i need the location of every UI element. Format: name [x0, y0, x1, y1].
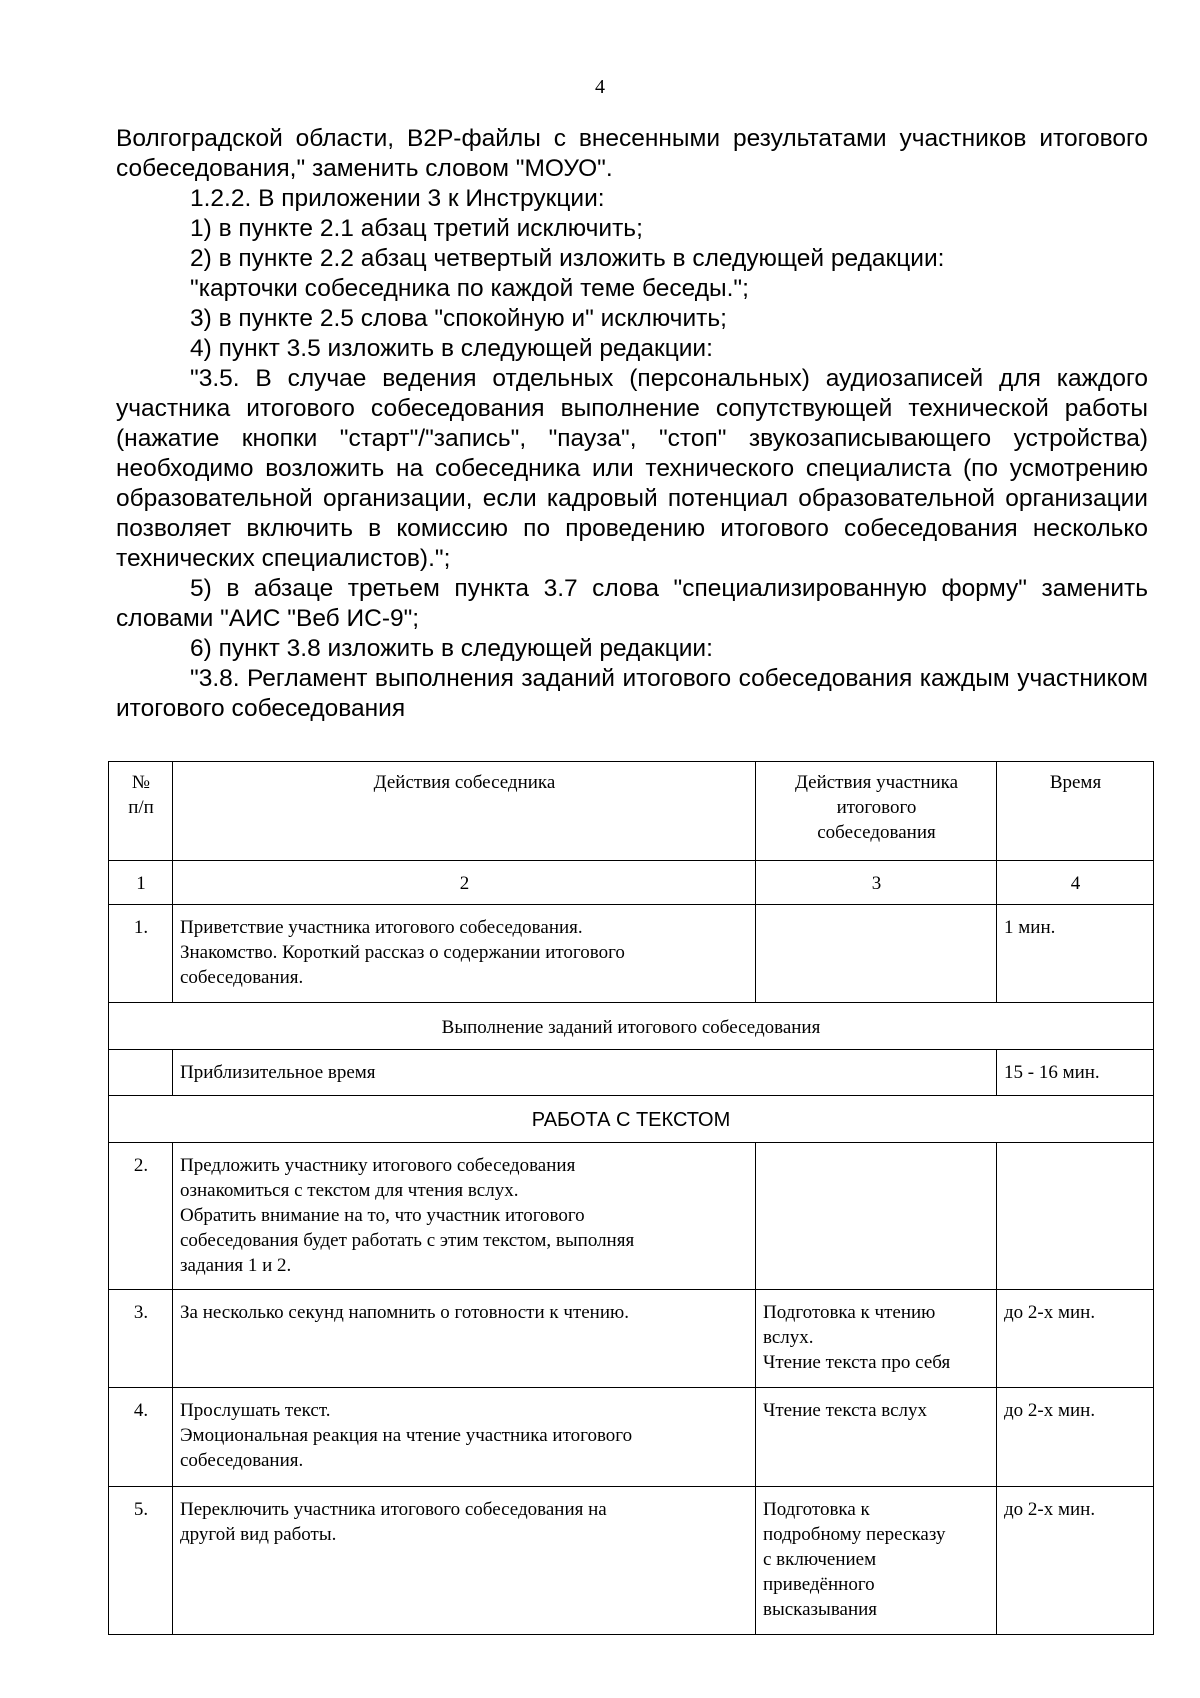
time-value: до 2-х мин.: [997, 1388, 1154, 1487]
column-number: 2: [173, 861, 756, 905]
row-number: 2.: [109, 1143, 173, 1290]
paragraph: "3.8. Регламент выполнения заданий итогового собеседования каждым участником итогового собеседования: [116, 665, 1148, 722]
row-number: 1.: [109, 905, 173, 1003]
participant-action: Подготовка к чтению вслух. Чтение текста про себя: [756, 1290, 997, 1388]
participant-action: [756, 905, 997, 1003]
section-title: Выполнение заданий итогового собеседования: [109, 1003, 1154, 1050]
paragraph: 6) пункт 3.8 изложить в следующей редакции:: [190, 635, 713, 662]
interviewer-action: За несколько секунд напомнить о готовности к чтению.: [173, 1290, 756, 1388]
section-title: РАБОТА С ТЕКСТОМ: [109, 1096, 1154, 1143]
table-header-row: [109, 762, 1154, 861]
header-number: № п/п: [109, 762, 173, 861]
paragraph: "карточки собеседника по каждой теме беседы.";: [190, 275, 749, 302]
approximate-time-label: Приблизительное время: [173, 1050, 997, 1096]
column-number: 3: [756, 861, 997, 905]
time-value: [997, 1143, 1154, 1290]
paragraph: 5) в абзаце третьем пункта 3.7 слова "специализированную форму" заменить словами "АИС "Веб ИС-9";: [116, 575, 1148, 632]
participant-action: Чтение текста вслух: [756, 1388, 997, 1487]
paragraph: 3) в пункте 2.5 слова "спокойную и" исключить;: [190, 305, 727, 332]
page-number: 4: [595, 76, 605, 98]
regulation-table: [108, 761, 1154, 1635]
paragraph: 1.2.2. В приложении 3 к Инструкции:: [190, 185, 605, 212]
table-row: [109, 1143, 1154, 1290]
interviewer-action: Прослушать текст. Эмоциональная реакция на чтение участника итогового собеседования.: [173, 1388, 756, 1487]
document-body: [116, 124, 1148, 724]
column-number: 4: [997, 861, 1154, 905]
section-row: [109, 1096, 1154, 1143]
time-value: 1 мин.: [997, 905, 1154, 1003]
interviewer-action: Приветствие участника итогового собеседования. Знакомство. Короткий рассказ о содержании итогового собеседования.: [173, 905, 756, 1003]
time-value: до 2-х мин.: [997, 1290, 1154, 1388]
table-row: [109, 1050, 1154, 1096]
interviewer-action: Переключить участника итогового собеседования на другой вид работы.: [173, 1487, 756, 1635]
participant-action: [756, 1143, 997, 1290]
column-number: 1: [109, 861, 173, 905]
table-row: [109, 1388, 1154, 1487]
row-number: [109, 1050, 173, 1096]
participant-action: Подготовка к подробному пересказу с включением приведённого высказывания: [756, 1487, 997, 1635]
paragraph: 1) в пункте 2.1 абзац третий исключить;: [190, 215, 643, 242]
interviewer-action: Предложить участнику итогового собеседования ознакомиться с текстом для чтения вслух. Обратить внимание на то, что участник итогового собеседования будет работать с этим текстом, выполняя задания 1 и 2.: [173, 1143, 756, 1290]
row-number: 5.: [109, 1487, 173, 1635]
table-row: [109, 1290, 1154, 1388]
header-participant-actions: Действия участника итогового собеседования: [756, 762, 997, 861]
paragraph: "3.5. В случае ведения отдельных (персональных) аудиозаписей для каждого участника итогового собеседования выполнение сопутствующей технической работы (нажатие кнопки "старт"/"запись", "пауза", "стоп" звукозаписывающего устройства) необходимо возложить на собеседника или технического специалиста (по усмотрению образовательной организации, если кадровый потенциал образовательной организации позволяет включить в комиссию по проведению итогового собеседования несколько технических специалистов).";: [116, 365, 1148, 572]
time-value: 15 - 16 мин.: [997, 1050, 1154, 1096]
paragraph: Волгоградской области, B2P-файлы с внесенными результатами участников итогового собеседования," заменить словом "МОУО".: [116, 125, 1148, 182]
row-number: 4.: [109, 1388, 173, 1487]
column-number-row: [109, 861, 1154, 905]
table-row: [109, 1487, 1154, 1635]
header-interviewer-actions: Действия собеседника: [173, 762, 756, 861]
time-value: до 2-х мин.: [997, 1487, 1154, 1635]
paragraph: 4) пункт 3.5 изложить в следующей редакции:: [190, 335, 713, 362]
paragraph: 2) в пункте 2.2 абзац четвертый изложить в следующей редакции:: [190, 245, 945, 272]
table-row: [109, 905, 1154, 1003]
header-time: Время: [997, 762, 1154, 861]
section-row: [109, 1003, 1154, 1050]
row-number: 3.: [109, 1290, 173, 1388]
